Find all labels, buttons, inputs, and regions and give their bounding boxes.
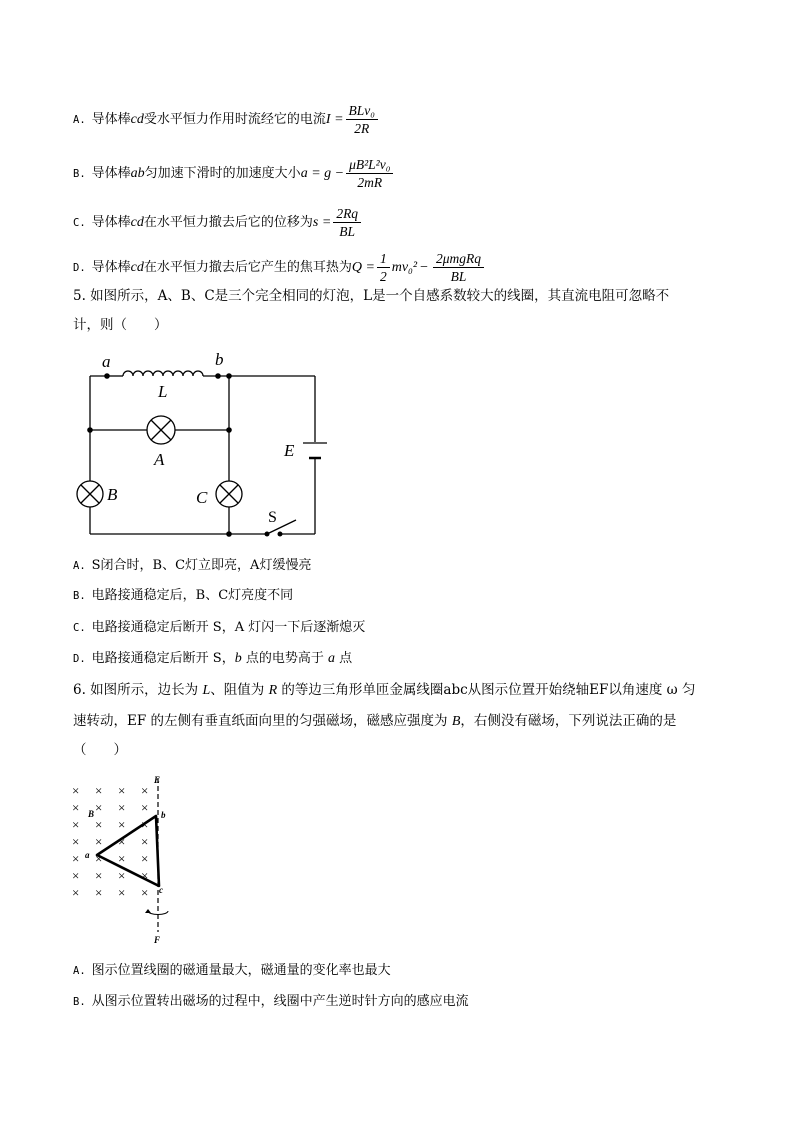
field-cross-mark: × (118, 851, 126, 866)
lamp-a-icon (147, 416, 175, 444)
rod-name: cd (130, 260, 144, 275)
field-cross-mark: × (72, 783, 80, 798)
field-cross-mark: × (72, 868, 80, 883)
field-cross-mark: × (95, 885, 103, 900)
label-vertex-c: c (159, 885, 163, 895)
field-cross-mark: × (141, 868, 149, 883)
label-inductor: L (158, 382, 168, 401)
q6-stem-line2: 速转动，EF 的左侧有垂直纸面向里的匀强磁场，磁感应强度为 B，右侧没有磁场，下列说法正确的是 (73, 713, 677, 729)
rotation-arrow (148, 911, 168, 915)
field-cross-mark: × (72, 851, 80, 866)
q5-option-c: C. 电路接通稳定后断开 S，A 灯闪一下后逐渐熄灭 (73, 620, 366, 635)
switch-pivot (265, 532, 270, 537)
inductor-coil (123, 371, 203, 376)
field-cross-mark: × (118, 800, 126, 815)
formula-fraction: $\frac{\text{BLv₀}}{2R}$ (346, 103, 378, 136)
field-cross-mark: × (95, 834, 103, 849)
field-cross-mark: × (141, 800, 149, 815)
field-cross-mark: × (95, 851, 103, 866)
field-cross-mark: × (141, 851, 149, 866)
q6-stem-line3: （ ） (73, 742, 127, 758)
label-lamp-a: A (154, 450, 165, 469)
formula-fraction: $\frac{\text{2μmgRq}}{BL}$ (433, 251, 484, 284)
q6-magnetic-field-figure (68, 772, 178, 947)
q5-option-d: D. 电路接通稳定后断开 S，b 点的电势高于 a 点 (73, 651, 353, 666)
formula-lhs: I = (325, 112, 344, 127)
q5-stem-line1: 5. 如图所示，A、B、C是三个完全相同的灯泡，L是一个自感系数较大的线圈，其直流电阻可忽略不 (73, 288, 670, 304)
label-switch: S (268, 509, 277, 526)
formula-lhs: a = g − (300, 166, 345, 181)
label-lamp-b: B (107, 485, 118, 504)
option-label: B. (73, 168, 86, 180)
lamp-b-icon (77, 481, 103, 507)
field-cross-mark: × (72, 817, 80, 832)
label-vertex-a: a (85, 850, 90, 860)
node-b-dot (215, 373, 221, 379)
rod-name: cd (130, 112, 144, 127)
rod-name: cd (130, 215, 144, 230)
field-cross-mark: × (95, 817, 103, 832)
triangle-coil (97, 816, 159, 886)
q4-option-c: C. 导体棒cd在水平恒力撤去后它的位移为s = $\frac{2Rq}{BL}$ (73, 206, 363, 239)
q5-option-a: A. S闭合时，B、C灯立即亮，A灯缓慢亮 (73, 558, 312, 573)
label-a: a (102, 352, 111, 371)
field-cross-mark: × (118, 834, 126, 849)
formula-fraction: $\frac{\text{μB²L²v₀}}{2mR}$ (346, 157, 393, 190)
q5-circuit-diagram (70, 345, 340, 545)
option-label: A. (73, 114, 86, 126)
q5-stem-line2: 计，则（ ） (73, 317, 168, 333)
label-field-b: B (88, 809, 95, 819)
q6-option-b: B. 从图示位置转出磁场的过程中，线圈中产生逆时针方向的感应电流 (73, 994, 469, 1009)
label-b: b (215, 350, 224, 369)
label-emf: E (284, 441, 295, 460)
formula-lhs: Q = (351, 260, 375, 275)
option-label: D. (73, 262, 86, 274)
q4-option-b: B. 导体棒ab匀加速下滑时的加速度大小a = g − $\frac{\text{μB²L²v₀}}{2mR}$ (73, 157, 395, 190)
q6-stem-line1: 6. 如图所示，边长为 L、阻值为 R 的等边三角形单匝金属线圈abc从图示位置开始绕轴EF以角速度 ω 匀 (73, 682, 696, 698)
node-a-dot (104, 373, 110, 379)
option-label: C. (73, 217, 86, 229)
q6-option-a: A. 图示位置线圈的磁通量最大，磁通量的变化率也最大 (73, 963, 391, 978)
field-cross-mark: × (118, 885, 126, 900)
field-cross-mark: × (95, 783, 103, 798)
field-cross-mark: × (118, 868, 126, 883)
field-cross-mark: × (118, 783, 126, 798)
field-cross-mark: × (141, 817, 149, 832)
field-cross-mark: × (72, 800, 80, 815)
field-cross-mark: × (141, 885, 149, 900)
field-cross-mark: × (72, 834, 80, 849)
formula-fraction-half: $\frac{1}{2}$ (377, 251, 390, 284)
switch-contact (278, 532, 283, 537)
field-cross-mark: × (118, 817, 126, 832)
formula-fraction: $\frac{2Rq}{BL}$ (333, 206, 361, 239)
field-cross-mark: × (141, 783, 149, 798)
field-cross-mark: × (95, 800, 103, 815)
field-cross-mark: × (141, 834, 149, 849)
field-cross-mark: × (72, 885, 80, 900)
q4-option-d: D. 导体棒cd在水平恒力撤去后它产生的焦耳热为Q = $\frac{1}{2}$ mv₀² − $\frac{\text{2μmgRq}}{BL}$ (73, 251, 486, 284)
label-lamp-c: C (196, 488, 208, 507)
q5-option-b: B. 电路接通稳定后，B、C灯亮度不同 (73, 588, 294, 603)
label-e: E (154, 775, 161, 785)
formula-lhs: s = (312, 215, 332, 230)
field-cross-mark: × (95, 868, 103, 883)
lamp-c-icon (216, 481, 242, 507)
rod-name: ab (130, 166, 145, 181)
label-f: F (154, 935, 161, 945)
q4-option-a: A. 导体棒cd受水平恒力作用时流经它的电流I = $\frac{\text{BLv₀}}{2R}$ (73, 103, 380, 136)
label-vertex-b: b (161, 810, 166, 820)
